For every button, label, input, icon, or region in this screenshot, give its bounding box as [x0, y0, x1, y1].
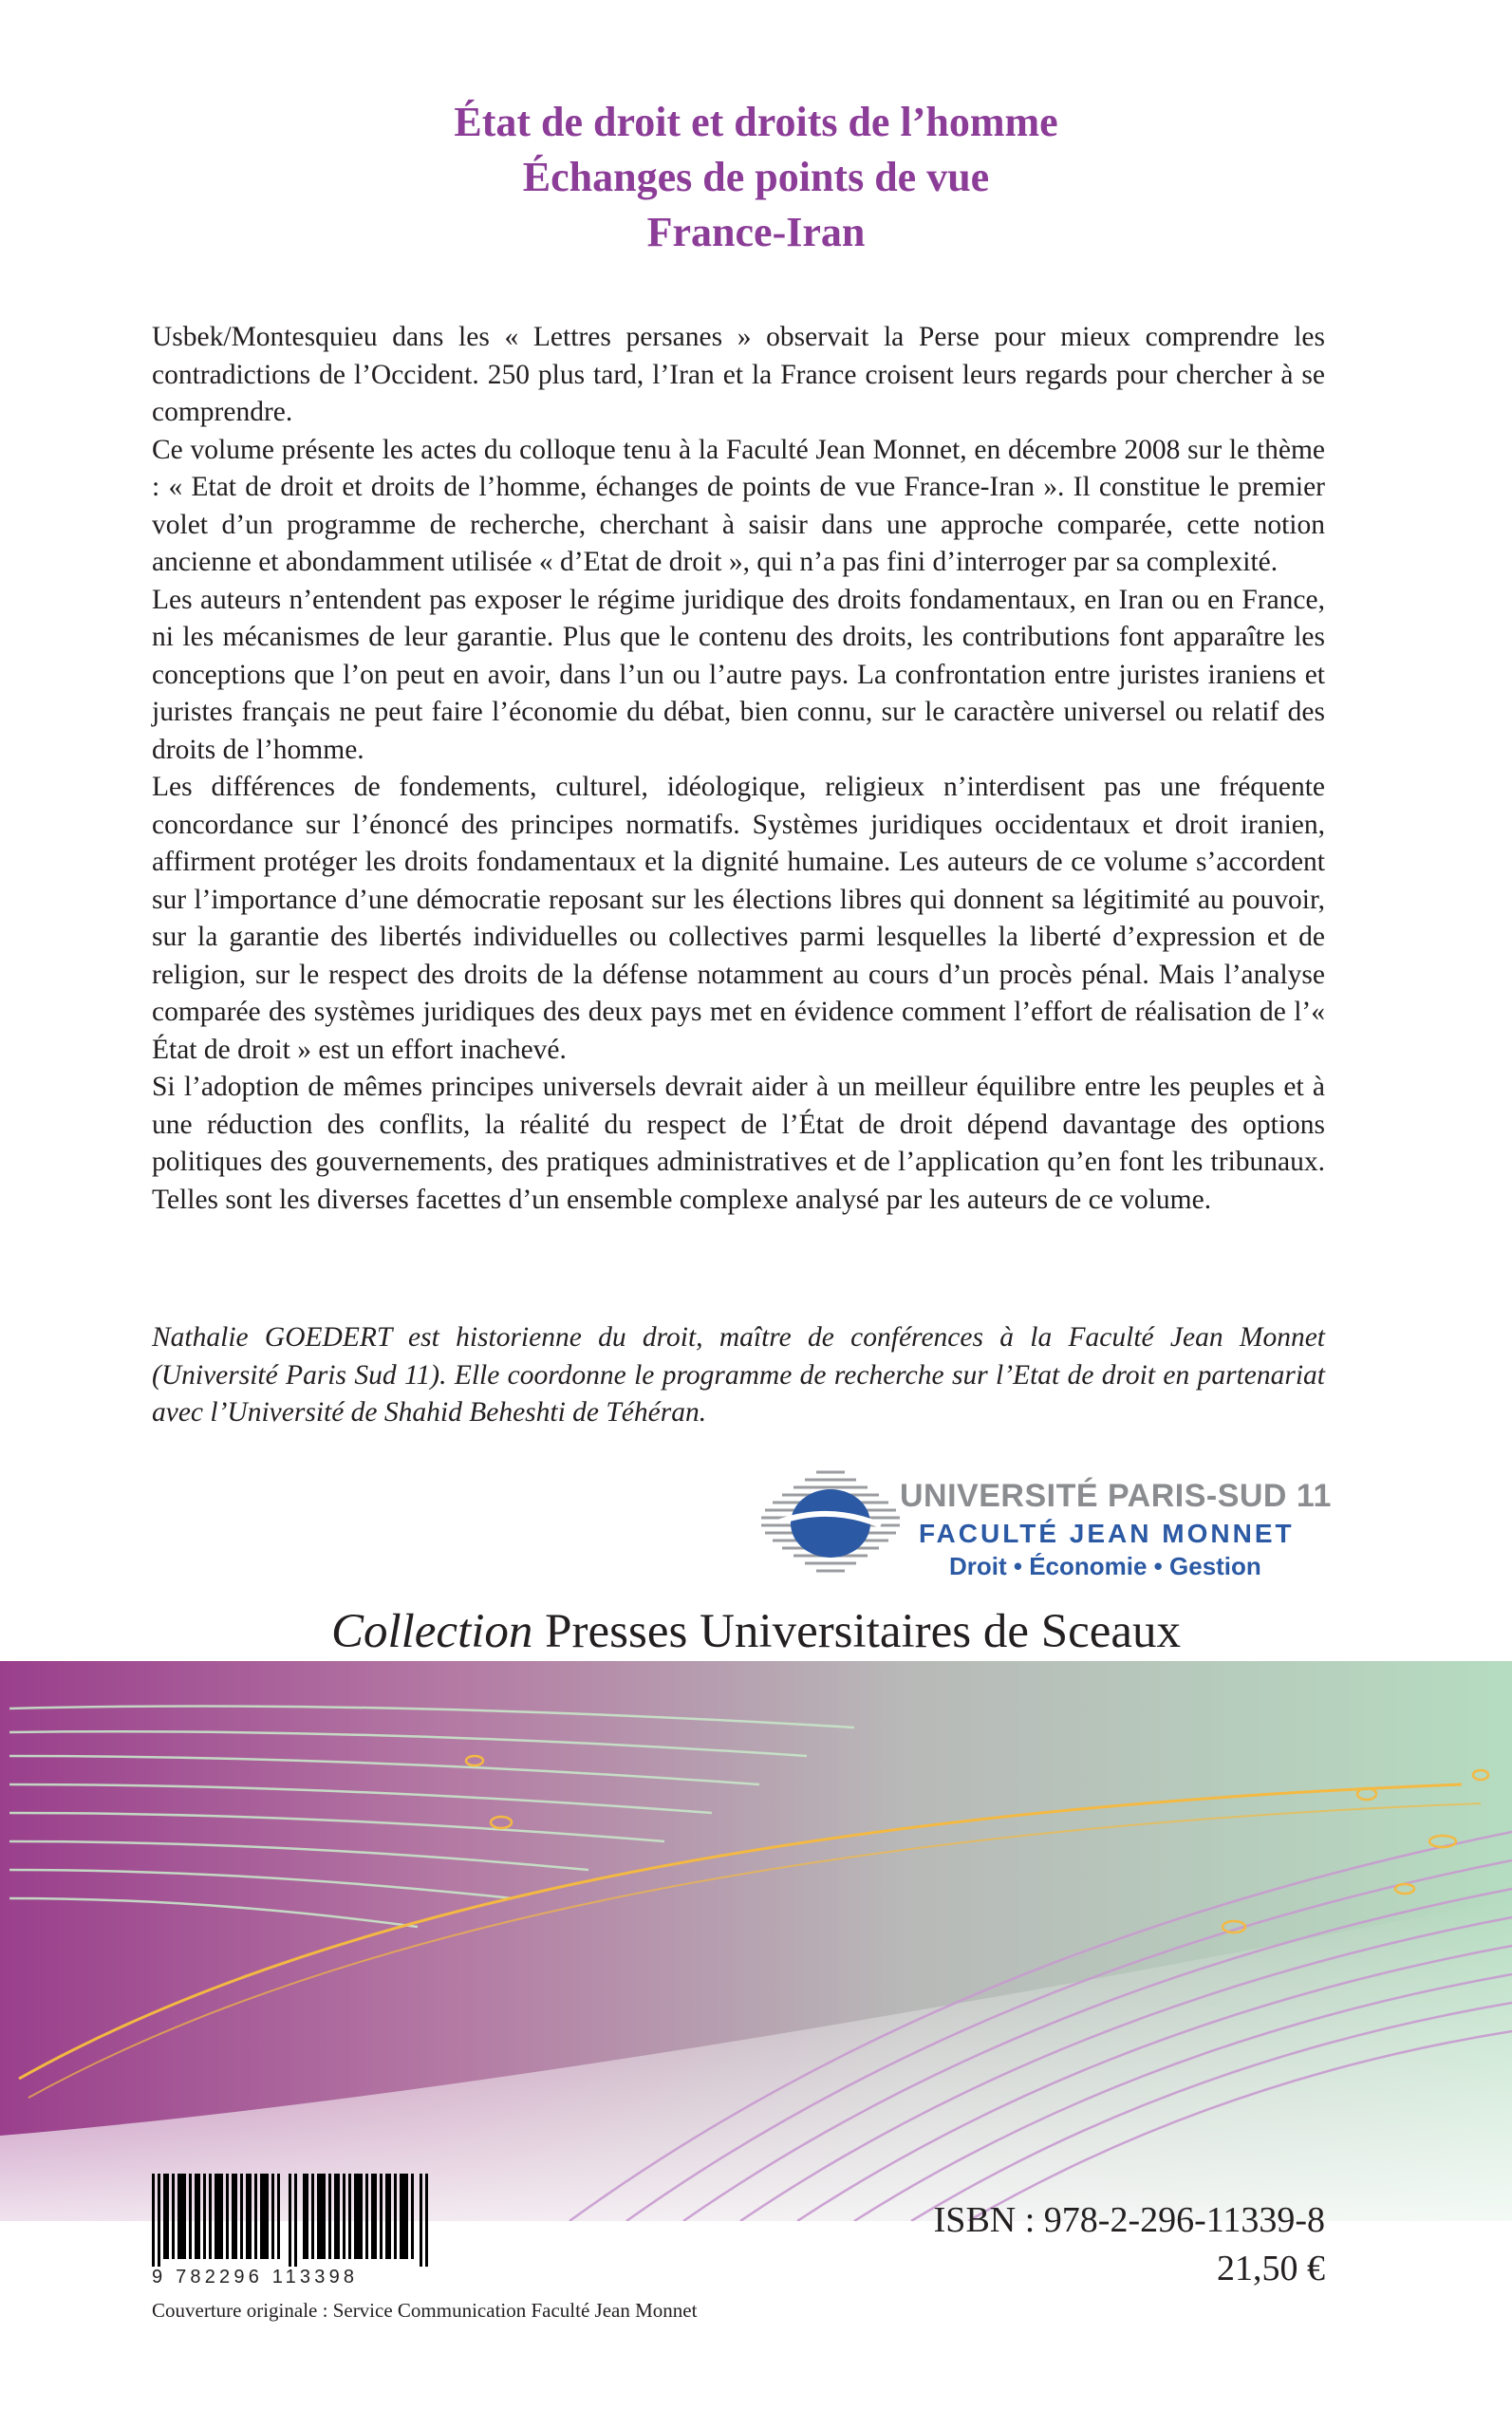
title-line-3: France-Iran: [646, 209, 866, 255]
barcode-number: 9 782296 113398: [152, 2267, 437, 2288]
isbn: ISBN : 978-2-296-11339-8: [933, 2200, 1325, 2240]
back-cover-text: [152, 319, 1325, 1219]
paragraph: Les auteurs n’entendent pas exposer le régime juridique des droits fondamentaux, en Iran ou en France, ni les mécanismes de leur garantie. Plus que le contenu des droits, les contributions font apparaître les conceptions que l’on peut en avoir, dans l’un ou l’autre pays. La confrontation entre juristes iraniens et juristes français ne peut faire l’économie du débat, bien connu, sur le caractère universel ou relatif des droits de l’homme.: [152, 584, 1325, 765]
decorative-artwork: [0, 1661, 1512, 2221]
faculty-name: FACULTÉ JEAN MONNET: [919, 1519, 1295, 1548]
title-line-2: Échanges de points de vue: [522, 154, 990, 200]
collection-line: [0, 1604, 1512, 1659]
paragraph: Les différences de fondements, culturel, idéologique, religieux n’interdisent pas une fréquente concordance sur l’énoncé des principes normatifs. Systèmes juridiques occidentaux et droit iranien, affirment protéger les droits fondamentaux et la dignité humaine. Les auteurs de ce volume s’accordent sur l’importance d’une démocratie reposant sur les élections libres qui donnent sa légitimité au pouvoir, sur la garantie des libertés individuelles ou collectives parmi lesquelles la liberté d’expression et de religion, sur le respect des droits de la défense notamment au cours d’un procès pénal. Mais l’analyse comparée des systèmes juridiques des deux pays met en évidence comment l’effort de réalisation de l’« État de droit » est un effort inachevé.: [152, 772, 1325, 1065]
price: 21,50 €: [1217, 2249, 1325, 2288]
barcode: [152, 2174, 437, 2269]
paragraph: Ce volume présente les actes du colloque tenu à la Faculté Jean Monnet, en décembre 2008 sur le thème : « Etat de droit et droits de l’homme, échanges de points de vue France-Iran ». Il constitue le premier volet d’un programme de recherche, cherchant à saisir dans une approche comparée, cette notion ancienne et abondamment utilisée « d’Etat de droit », qui n’a pas fini d’interroger par sa complexité.: [152, 434, 1325, 577]
collection-label: Collection: [330, 1605, 533, 1658]
cover-credit: Couverture originale : Service Communication Faculté Jean Monnet: [152, 2299, 698, 2322]
collection-name: Presses Universitaires de Sceaux: [545, 1605, 1182, 1658]
university-name: UNIVERSITÉ PARIS-SUD 11: [900, 1478, 1332, 1514]
faculty-subtitle: Droit • Économie • Gestion: [949, 1552, 1261, 1580]
university-logo: [759, 1466, 1332, 1580]
paragraph: Si l’adoption de mêmes principes universels devrait aider à un meilleur équilibre entre les peuples et à une réduction des conflits, la réalité du respect de l’État de droit dépend davantage des options politiques des gouvernements, des pratiques administratives et de l’application qu’en font les tribunaux. Telles sont les diverses facettes d’un ensemble complexe analysé par les auteurs de ce volume.: [152, 1072, 1325, 1215]
paragraph: Usbek/Montesquieu dans les « Lettres persanes » observait la Perse pour mieux comprendre les contradictions de l’Occident. 250 plus tard, l’Iran et la France croisent leurs regards pour chercher à se comprendre.: [152, 322, 1325, 427]
author-bio: [152, 1319, 1325, 1432]
university-emblem-icon: [759, 1466, 902, 1580]
title-line-1: État de droit et droits de l’homme: [454, 99, 1058, 145]
book-title: [0, 95, 1512, 260]
author-bio-text: Nathalie GOEDERT est historienne du droit, maître de conférences à la Faculté Jean Monnet (Université Paris Sud 11). Elle coordonne le programme de recherche sur l’Etat de droit en partenariat avec l’Université de Shahid Beheshti de Téhéran.: [152, 1322, 1325, 1428]
